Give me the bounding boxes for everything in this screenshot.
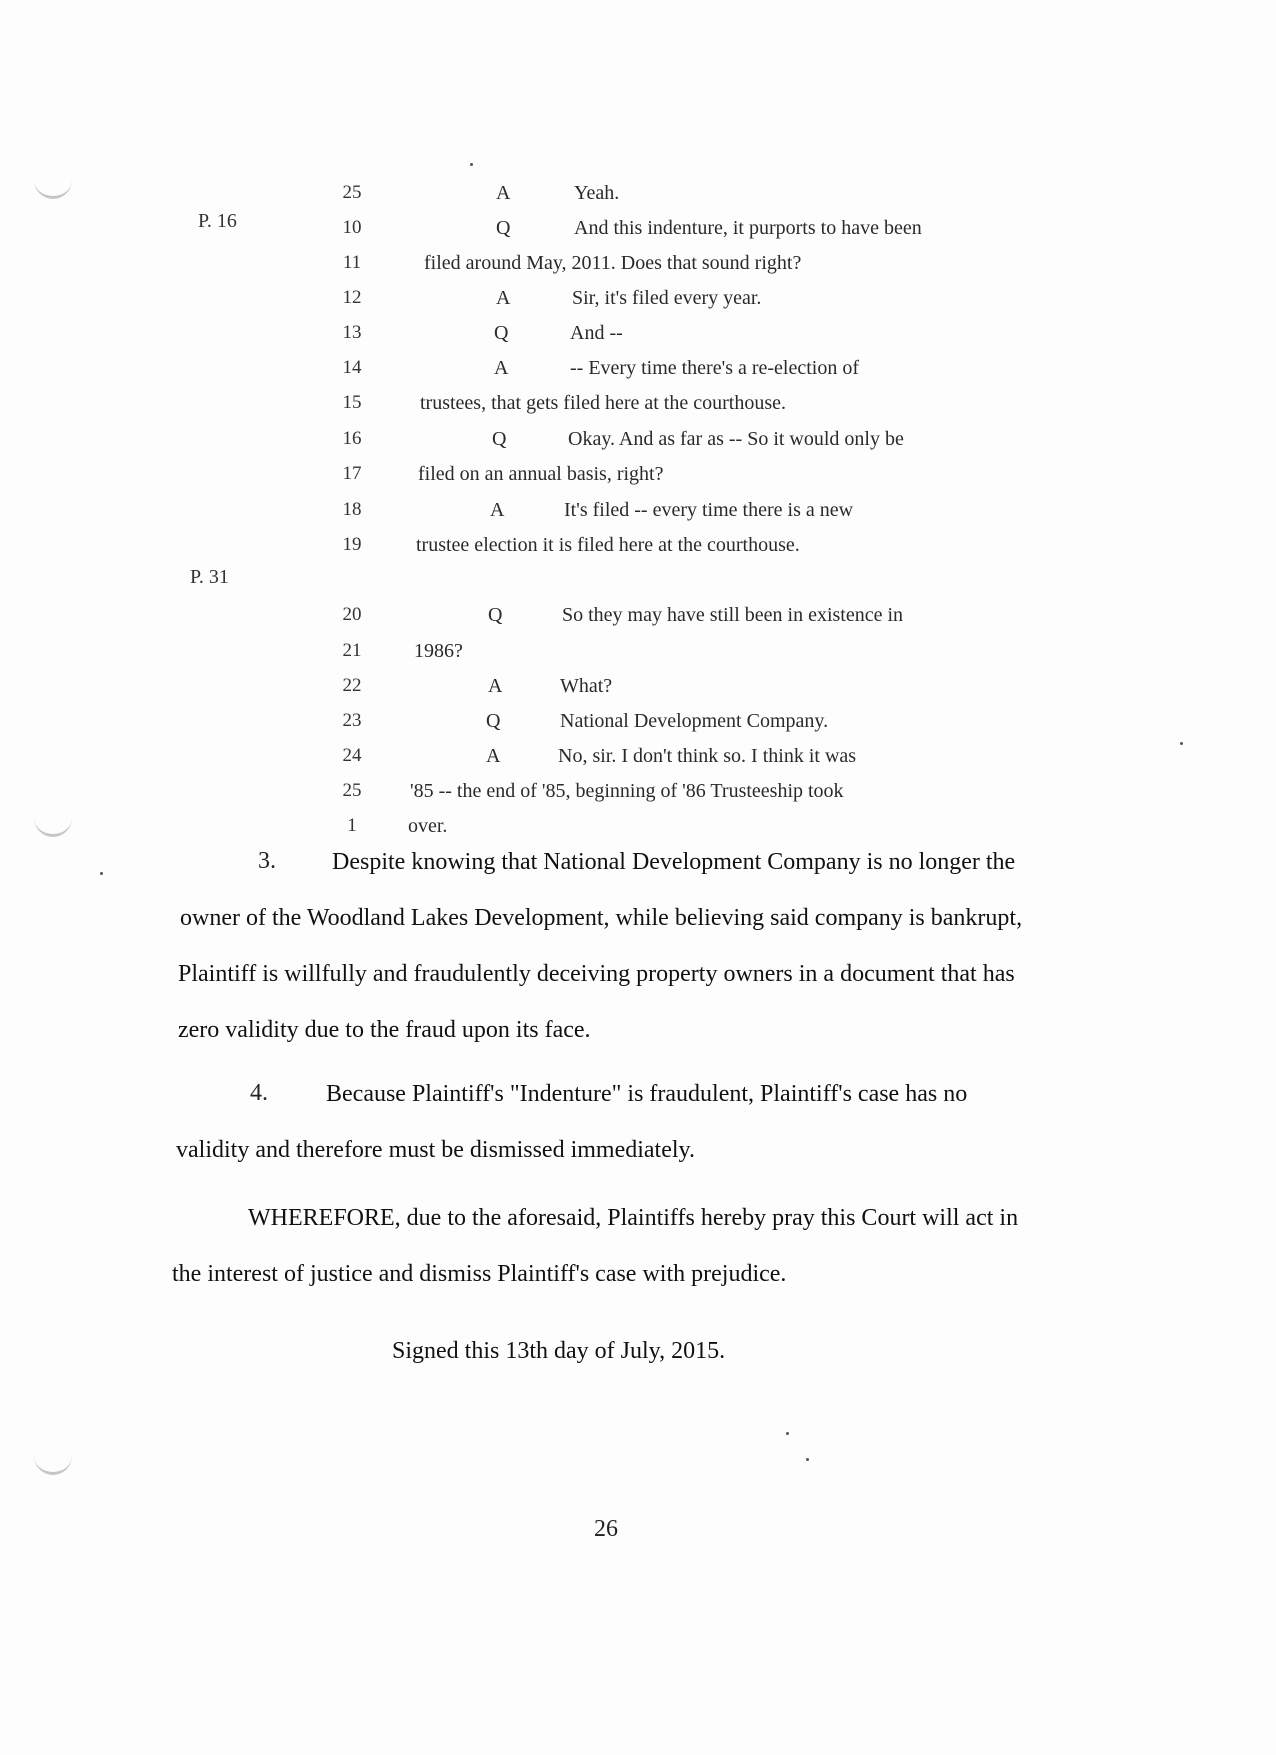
transcript-line (0, 182, 1276, 212)
transcript-line (0, 252, 1276, 282)
speaker-label: Q (492, 428, 507, 450)
speaker-label: A (486, 745, 501, 767)
line-number: 12 (342, 287, 362, 308)
transcript-line (0, 640, 1276, 670)
transcript-line (0, 287, 1276, 317)
line-number: 23 (342, 710, 362, 731)
testimony-text: '85 -- the end of '85, beginning of '86 Trusteeship took (410, 780, 844, 802)
wherefore-line: WHEREFORE, due to the aforesaid, Plaintiffs hereby pray this Court will act in (248, 1205, 1019, 1231)
transcript-line (0, 499, 1276, 529)
line-number: 25 (342, 780, 362, 801)
testimony-text: 1986? (414, 640, 463, 662)
paragraph-line: owner of the Woodland Lakes Development, while believing said company is bankrupt, (180, 905, 1023, 931)
line-number: 21 (342, 640, 362, 661)
line-number: 25 (342, 182, 362, 203)
paragraph-line: Plaintiff is willfully and fraudulently deceiving property owners in a document that has (178, 961, 1015, 987)
line-number: 24 (342, 745, 362, 766)
testimony-text: No, sir. I don't think so. I think it was (558, 745, 857, 767)
testimony-text: filed around May, 2011. Does that sound right? (424, 252, 802, 274)
paragraph-line: Despite knowing that National Development Company is no longer the (332, 849, 1016, 875)
testimony-text: over. (408, 815, 448, 837)
testimony-text: Yeah. (574, 182, 620, 204)
testimony-text: What? (560, 675, 613, 697)
testimony-text: filed on an annual basis, right? (418, 463, 664, 485)
speaker-label: Q (488, 604, 503, 626)
scan-speck (806, 1458, 809, 1461)
line-number: 14 (342, 357, 362, 378)
testimony-text: It's filed -- every time there is a new (564, 499, 854, 521)
paragraph-line: zero validity due to the fraud upon its face. (178, 1017, 591, 1043)
scan-speck (1180, 742, 1183, 745)
line-number: 10 (342, 217, 362, 238)
wherefore-line: the interest of justice and dismiss Plaintiff's case with prejudice. (172, 1261, 787, 1287)
transcript-line (0, 322, 1276, 352)
speaker-label: A (490, 499, 505, 521)
speaker-label: Q (494, 322, 509, 344)
paragraph-number: 3. (258, 848, 276, 874)
testimony-text: And this indenture, it purports to have been (574, 217, 922, 239)
line-number: 18 (342, 499, 362, 520)
transcript-line (0, 428, 1276, 458)
transcript-line (0, 710, 1276, 740)
speaker-label: A (496, 287, 511, 309)
line-number: 16 (342, 428, 362, 449)
transcript-line (0, 392, 1276, 422)
line-number: 17 (342, 463, 362, 484)
line-number: 22 (342, 675, 362, 696)
signature-date-line: Signed this 13th day of July, 2015. (392, 1338, 726, 1364)
transcript-line (0, 604, 1276, 634)
page-ref-p31: P. 31 (190, 566, 229, 588)
paragraph-line: Because Plaintiff's "Indenture" is fraudulent, Plaintiff's case has no (326, 1081, 968, 1107)
page-ref-p16: P. 16 (198, 210, 237, 232)
speaker-label: Q (486, 710, 501, 732)
speaker-label: A (488, 675, 503, 697)
testimony-text: And -- (570, 322, 623, 344)
speaker-label: A (494, 357, 509, 379)
page-number: 26 (594, 1516, 618, 1542)
transcript-line (0, 357, 1276, 387)
paragraph-line: validity and therefore must be dismissed immediately. (176, 1137, 695, 1163)
line-number: 19 (342, 534, 362, 555)
testimony-text: Sir, it's filed every year. (572, 287, 762, 309)
testimony-text: trustees, that gets filed here at the courthouse. (420, 392, 786, 414)
transcript-line (0, 534, 1276, 564)
line-number: 1 (347, 815, 357, 836)
line-number: 11 (342, 252, 362, 273)
testimony-text: So they may have still been in existence in (562, 604, 904, 626)
speaker-label: Q (496, 217, 511, 239)
paragraph-number: 4. (250, 1080, 268, 1106)
scan-speck (786, 1432, 789, 1435)
speaker-label: A (496, 182, 511, 204)
testimony-text: trustee election it is filed here at the courthouse. (416, 534, 800, 556)
scan-speck (100, 872, 103, 875)
testimony-text: Okay. And as far as -- So it would only be (568, 428, 904, 450)
transcript-line (0, 675, 1276, 705)
scan-speck (470, 163, 473, 166)
transcript-line (0, 217, 1276, 247)
punch-hole (34, 1428, 72, 1475)
testimony-text: -- Every time there's a re-election of (570, 357, 860, 379)
transcript-line (0, 780, 1276, 810)
line-number: 13 (342, 322, 362, 343)
testimony-text: National Development Company. (560, 710, 829, 732)
line-number: 15 (342, 392, 362, 413)
transcript-line (0, 745, 1276, 775)
transcript-line (0, 463, 1276, 493)
line-number: 20 (342, 604, 362, 625)
